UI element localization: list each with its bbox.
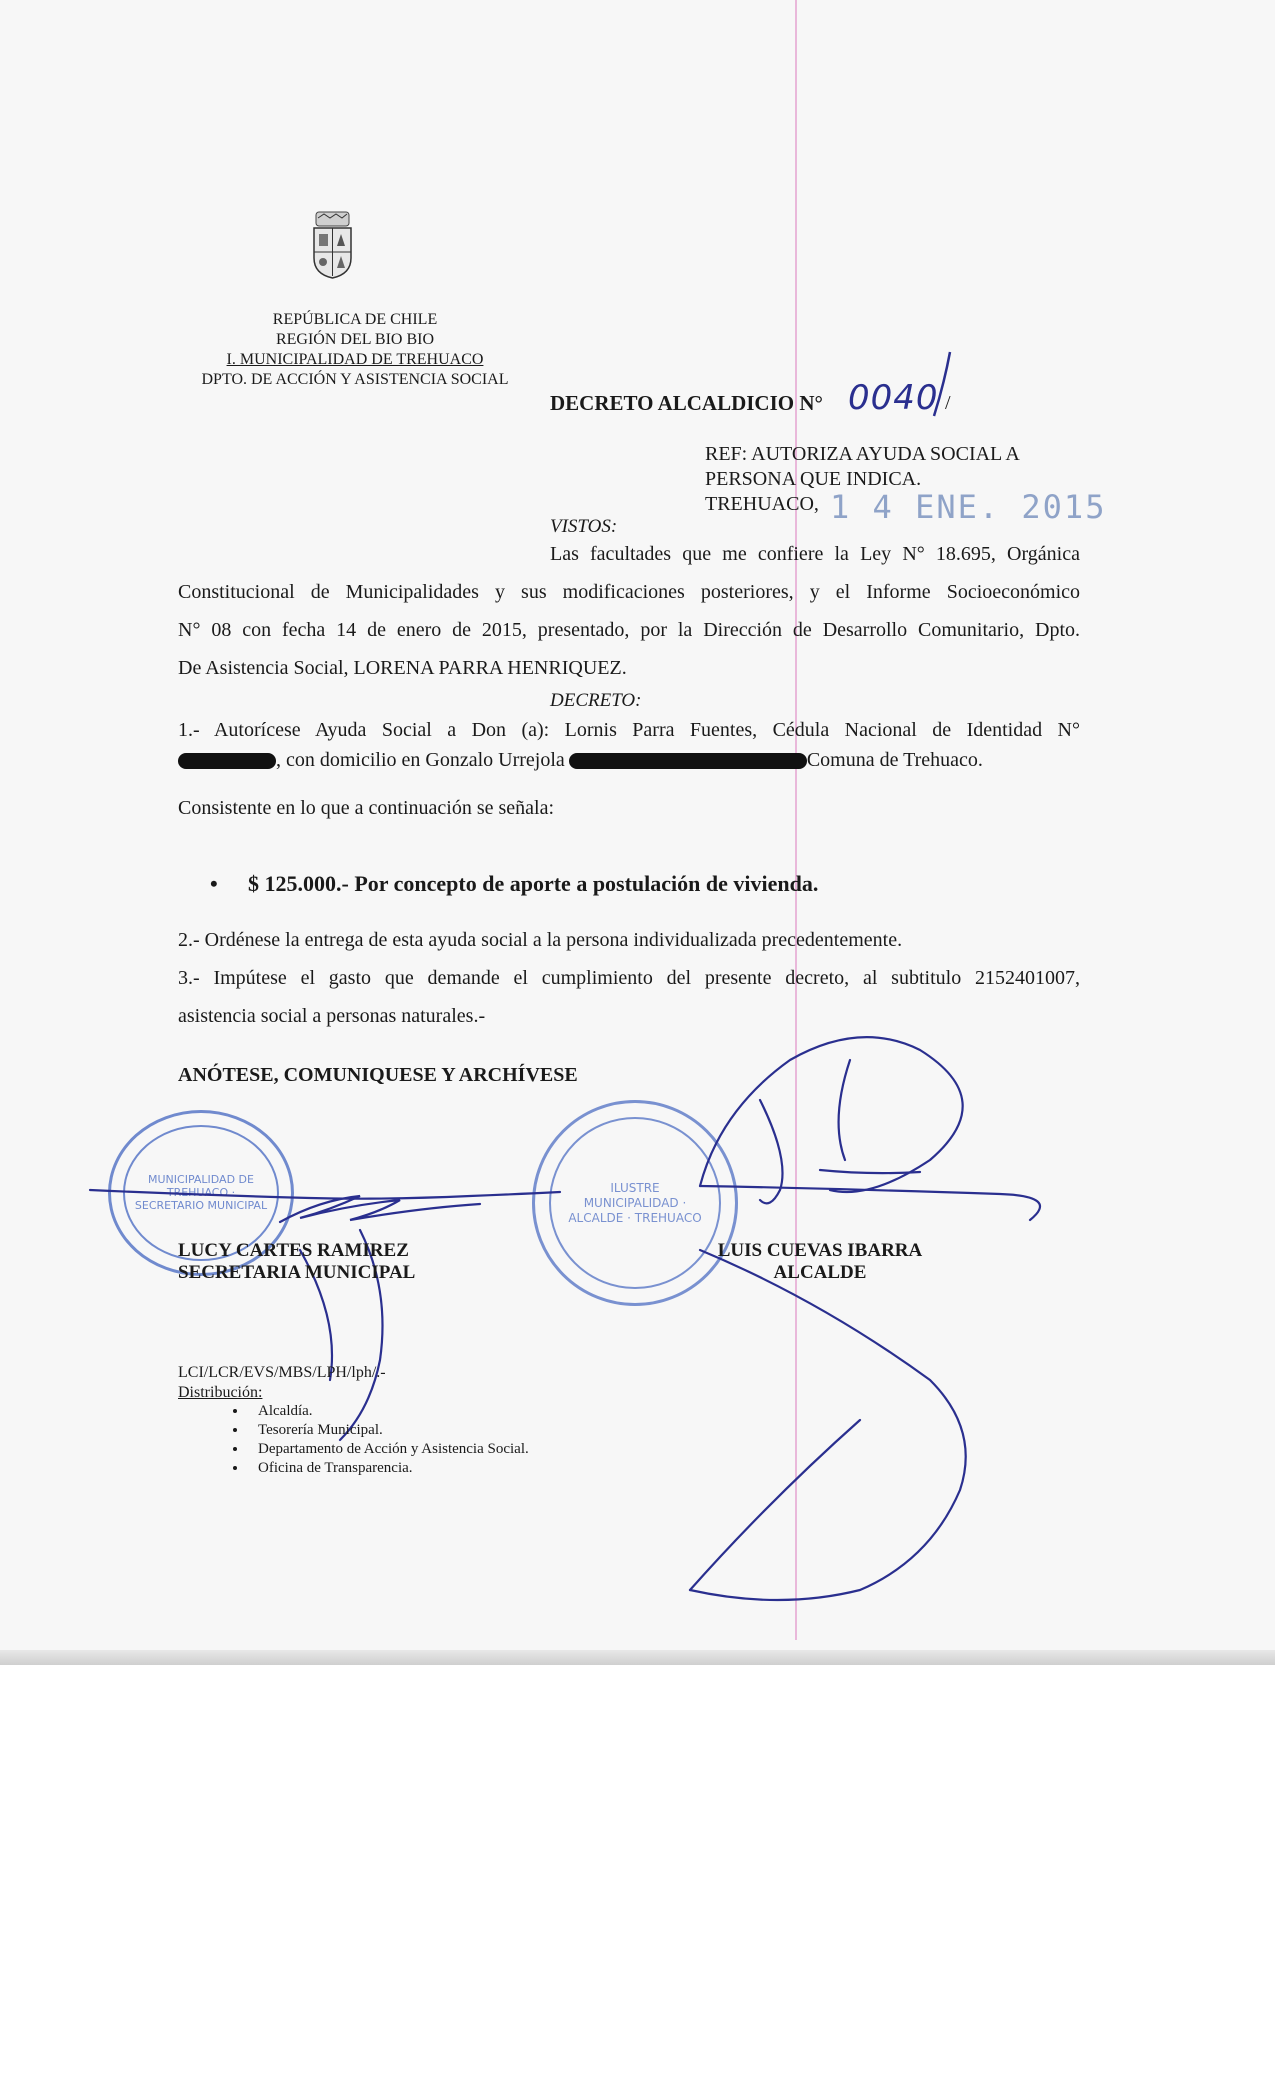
decreto-item-1-line-2: , con domicilio en Gonzalo Urrejola Comuna de Trehuaco. <box>178 746 1080 774</box>
header-region: REGIÓN DEL BIO BIO <box>275 331 435 348</box>
distribution-list <box>178 1402 808 1478</box>
decree-number-handwritten: 0040 <box>848 378 939 418</box>
coat-of-arms-icon <box>310 210 355 280</box>
decreto-item-3-line-1: 3.- Impútese el gasto que demande el cumplimiento del presente decreto, al subtitulo 2152401007, <box>178 967 1080 989</box>
signatory-right-title: ALCALDE <box>773 1262 867 1283</box>
vistos-line-4: De Asistencia Social, LORENA PARRA HENRIQUEZ. <box>178 657 627 679</box>
margin-line <box>795 0 797 1640</box>
decreto-item-2: 2.- Ordénese la entrega de esta ayuda social a la persona individualizada precedentemente. <box>178 929 903 951</box>
secretary-stamp: MUNICIPALIDAD DE TREHUACO · SECRETARIO MUNICIPAL <box>108 1110 294 1276</box>
signatory-left-name: LUCY CARTES RAMIREZ <box>178 1240 409 1261</box>
decree-slash: / <box>945 392 951 414</box>
date-stamp: 1 4 ENE. 2015 <box>830 488 1107 526</box>
closing-line: ANÓTESE, COMUNIQUESE Y ARCHÍVESE <box>178 1064 578 1086</box>
initials-line: LCI/LCR/EVS/MBS/LPH/lph/.- <box>178 1364 386 1381</box>
page-bottom-edge <box>0 1650 1275 1665</box>
decreto-item-3-line-2: asistencia social a personas naturales.- <box>178 1005 486 1027</box>
vistos-line-1: Las facultades que me confiere la Ley N° 18.695, Orgánica <box>550 543 1080 565</box>
redacted-id <box>178 753 276 769</box>
ref-line-1: REF: AUTORIZA AYUDA SOCIAL A <box>705 443 1020 465</box>
decree-title: DECRETO ALCALDICIO N° <box>550 391 823 415</box>
ref-line-2: PERSONA QUE INDICA. <box>705 468 922 490</box>
list-item: • Oficina de Transparencia. <box>248 1459 808 1478</box>
signatory-left-title: SECRETARIA MUNICIPAL <box>178 1262 416 1283</box>
aid-bullet: • $ 125.000.- Por concepto de aporte a postulación de vivienda. <box>210 871 819 896</box>
distribution-label: Distribución: <box>178 1384 263 1401</box>
list-item: • Alcaldía. <box>248 1402 808 1421</box>
list-item: • Tesorería Municipal. <box>248 1421 808 1440</box>
vistos-line-3: N° 08 con fecha 14 de enero de 2015, presentado, por la Dirección de Desarrollo Comunitario, Dpto. <box>178 619 1080 641</box>
signatory-right-name: LUIS CUEVAS IBARRA <box>717 1240 923 1261</box>
handwritten-slash-mark <box>920 350 960 420</box>
place-line: TREHUACO, <box>705 493 819 515</box>
header-municipality: I. MUNICIPALIDAD DE TREHUACO <box>226 351 484 368</box>
consistente-line: Consistente en lo que a continuación se señala: <box>178 797 555 819</box>
vistos-heading: VISTOS: <box>550 516 618 537</box>
vistos-line-2: Constitucional de Municipalidades y sus modificaciones posteriores, y el Informe Socioeconómico <box>178 581 1080 603</box>
header-country: REPÚBLICA DE CHILE <box>272 311 438 328</box>
redacted-address <box>569 753 807 769</box>
header-department: DPTO. DE ACCIÓN Y ASISTENCIA SOCIAL <box>201 371 509 388</box>
list-item: • Departamento de Acción y Asistencia Social. <box>248 1440 808 1459</box>
bullet-dot-icon: • <box>210 871 218 896</box>
decreto-item-1-line-1: 1.- Autorícese Ayuda Social a Don (a): Lornis Parra Fuentes, Cédula Nacional de Identidad N° <box>178 719 1080 741</box>
decreto-heading: DECRETO: <box>550 690 642 711</box>
mayor-stamp: ILUSTRE MUNICIPALIDAD · ALCALDE · TREHUACO <box>532 1100 738 1306</box>
